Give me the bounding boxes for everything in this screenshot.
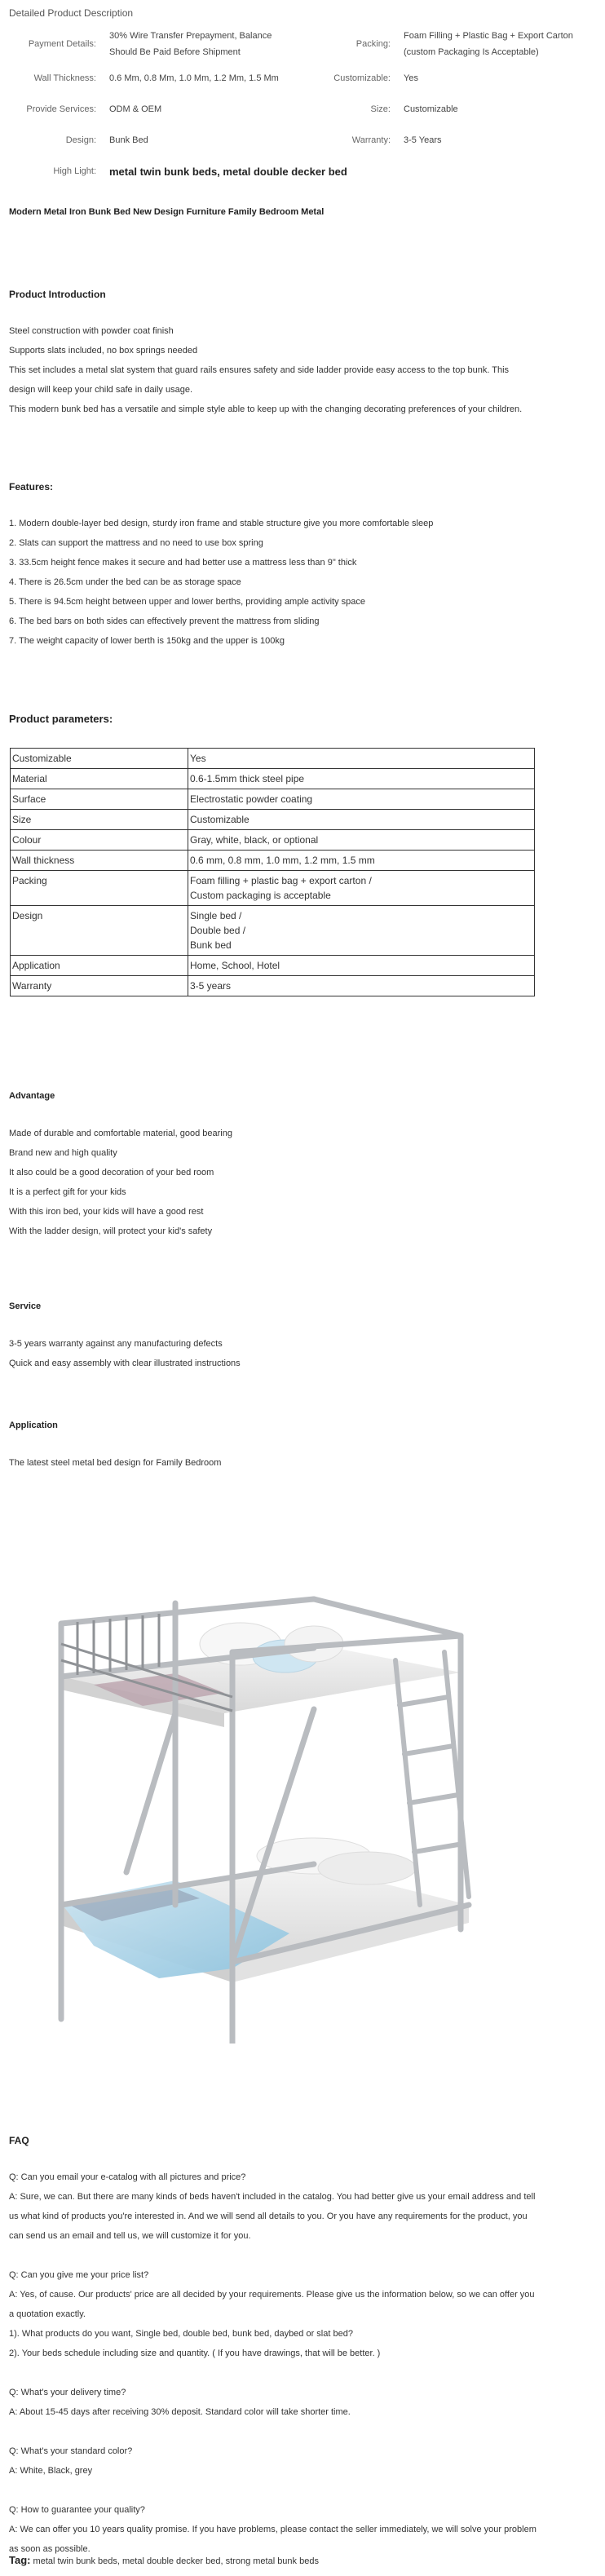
application-line: The latest steel metal bed design for Family Bedroom — [9, 1458, 222, 1468]
faq-item — [9, 2265, 598, 2363]
spec-value: 3-5 Years — [404, 135, 442, 145]
faq-line: Q: What's your delivery time? — [9, 2388, 126, 2397]
spec-row — [0, 94, 605, 125]
params-value — [188, 810, 535, 830]
params-value — [188, 956, 535, 976]
bunk-bed-photo — [45, 1522, 485, 2044]
params-row — [11, 769, 535, 789]
params-value — [188, 769, 535, 789]
params-row — [11, 789, 535, 810]
tag-link[interactable]: metal twin bunk beds — [33, 2556, 117, 2566]
intro-line: design will keep your child safe in daily usage. — [9, 385, 193, 395]
spec-value: Customizable — [404, 104, 458, 114]
faq-line: Q: How to guarantee your quality? — [9, 2505, 145, 2515]
advantage-line: It is a perfect gift for your kids — [9, 1187, 126, 1197]
spec-value: 0.6 Mm, 0.8 Mm, 1.0 Mm, 1.2 Mm, 1.5 Mm — [109, 73, 279, 83]
params-row — [11, 976, 535, 996]
faq-line: A: Sure, we can. But there are many kinds of beds haven't included in the catalog. You had better give us your email address and tell — [9, 2192, 536, 2202]
params-table — [10, 748, 535, 996]
faq-line: A: Yes, of cause. Our products' price are all decided by your requirements. Please give us the information below, so we can offer you — [9, 2290, 535, 2300]
spec-row — [0, 63, 605, 94]
params-value-line: Foam filling + plastic bag + export carton / — [190, 875, 372, 886]
advantage-line: Brand new and high quality — [9, 1148, 117, 1158]
faq-line: A: White, Black, grey — [9, 2466, 93, 2476]
params-value-line: 0.6-1.5mm thick steel pipe — [190, 773, 305, 784]
params-row — [11, 906, 535, 956]
intro-line: Steel construction with powder coat finish — [9, 326, 174, 336]
params-value-line: 3-5 years — [190, 980, 232, 992]
feature-line: 2. Slats can support the mattress and no need to use box spring — [9, 538, 263, 548]
params-value — [188, 830, 535, 851]
params-key: Surface — [11, 789, 188, 810]
faq-item — [9, 2383, 598, 2422]
params-row — [11, 810, 535, 830]
spec-grid — [0, 25, 605, 187]
spec-label: Packing: — [355, 39, 391, 49]
application-list — [9, 1453, 596, 1473]
params-row — [11, 851, 535, 871]
params-key: Packing — [11, 871, 188, 906]
faq-item — [9, 2500, 598, 2559]
intro-line: This modern bunk bed has a versatile and simple style able to keep up with the changing decorating preferences of your children. — [9, 404, 523, 414]
faq-line: as soon as possible. — [9, 2544, 91, 2554]
feature-line: 6. The bed bars on both sides can effectively prevent the mattress from sliding — [9, 616, 320, 626]
spec-label: Provide Services: — [26, 104, 96, 114]
params-value-line: Bunk bed — [190, 939, 232, 951]
intro-text — [9, 321, 596, 419]
faq-line: 1). What products do you want, Single bed, double bed, bunk bed, daybed or slat bed? — [9, 2329, 353, 2339]
feature-line: 5. There is 94.5cm height between upper and lower berths, providing ample activity space — [9, 597, 365, 607]
service-list — [9, 1334, 596, 1373]
params-value — [188, 789, 535, 810]
params-value — [188, 976, 535, 996]
faq-list — [9, 2167, 598, 2559]
params-value-line: Single bed / — [190, 910, 242, 921]
service-line: 3-5 years warranty against any manufacturing defects — [9, 1339, 223, 1349]
spec-label: Warranty: — [351, 135, 391, 145]
intro-line: This set includes a metal slat system that guard rails ensures safety and side ladder provide easy access to the top bunk. This — [9, 365, 510, 375]
section-title-params: Product parameters: — [9, 713, 113, 725]
faq-line: 2). Your beds schedule including size and quantity. ( If you have drawings, that will be better. ) — [9, 2348, 381, 2358]
section-title-features: Features: — [9, 481, 54, 493]
spec-label: Wall Thickness: — [33, 73, 96, 83]
params-value — [188, 871, 535, 906]
params-key: Warranty — [11, 976, 188, 996]
product-headline: Modern Metal Iron Bunk Bed New Design Furniture Family Bedroom Metal — [9, 207, 325, 217]
params-value — [188, 906, 535, 956]
section-title-intro: Product Introduction — [9, 289, 106, 300]
faq-line: us what kind of products you're interested in. And we will send all details to you. Or you have any requirements for the product, you — [9, 2211, 528, 2221]
advantage-line: With the ladder design, will protect your kid's safety — [9, 1226, 213, 1236]
params-value-line: Customizable — [190, 814, 250, 825]
section-title-service: Service — [9, 1301, 42, 1311]
params-row — [11, 830, 535, 851]
params-value-line: 0.6 mm, 0.8 mm, 1.0 mm, 1.2 mm, 1.5 mm — [190, 855, 375, 866]
params-value-line: Electrostatic powder coating — [190, 793, 313, 805]
tag-link[interactable]: metal double decker bed — [122, 2556, 221, 2566]
spec-row-highlight — [0, 156, 605, 187]
feature-line: 3. 33.5cm height fence makes it secure and had better use a mattress less than 9" thick — [9, 558, 357, 568]
highlight-label: High Light: — [53, 166, 96, 176]
params-key: Wall thickness — [11, 851, 188, 871]
params-key: Material — [11, 769, 188, 789]
params-key: Customizable — [11, 749, 188, 769]
params-value-line: Double bed / — [190, 925, 246, 936]
highlight-value: metal twin bunk beds, metal double decker bed — [109, 165, 347, 178]
faq-line: A: About 15-45 days after receiving 30% deposit. Standard color will take shorter time. — [9, 2407, 351, 2417]
feature-line: 7. The weight capacity of lower berth is 150kg and the upper is 100kg — [9, 636, 285, 646]
features-list — [9, 514, 596, 651]
params-row — [11, 749, 535, 769]
tag-link[interactable]: strong metal bunk beds — [225, 2556, 319, 2566]
faq-item — [9, 2441, 598, 2481]
feature-line: 4. There is 26.5cm under the bed can be as storage space — [9, 577, 241, 587]
params-value — [188, 749, 535, 769]
spec-row — [0, 125, 605, 156]
params-value-line: Gray, white, black, or optional — [190, 834, 319, 846]
params-value-line: Custom packaging is acceptable — [190, 890, 331, 901]
faq-item — [9, 2167, 598, 2246]
intro-line: Supports slats included, no box springs needed — [9, 346, 198, 356]
faq-line: Q: What's your standard color? — [9, 2446, 133, 2456]
spec-value: 30% Wire Transfer Prepayment, Balance Should Be Paid Before Shipment — [109, 31, 272, 57]
spec-label: Size: — [370, 104, 391, 114]
service-line: Quick and easy assembly with clear illustrated instructions — [9, 1359, 241, 1368]
section-title-advantage: Advantage — [9, 1091, 55, 1101]
spec-value: Bunk Bed — [109, 135, 148, 145]
params-value-line: Yes — [190, 753, 206, 764]
faq-line: A: We can offer you 10 years quality promise. If you have problems, please contact the seller immediately, we will solve your problem — [9, 2525, 537, 2534]
faq-line: can send us an email and tell us, we will customize it for you. — [9, 2231, 251, 2241]
params-key: Application — [11, 956, 188, 976]
faq-line: Q: Can you give me your price list? — [9, 2270, 149, 2280]
detail-title: Detailed Product Description — [9, 7, 134, 19]
bunk-bed-illustration — [45, 1522, 485, 2044]
spec-value: Foam Filling + Plastic Bag + Export Carton (custom Packaging Is Acceptable) — [404, 31, 573, 57]
lower-pillow — [318, 1852, 416, 1885]
faq-line: Q: Can you email your e-catalog with all pictures and price? — [9, 2172, 246, 2182]
params-key: Design — [11, 906, 188, 956]
advantage-line: Made of durable and comfortable material, good bearing — [9, 1129, 232, 1138]
params-row — [11, 956, 535, 976]
params-value-line: Home, School, Hotel — [190, 960, 280, 971]
spec-label: Design: — [65, 135, 96, 145]
spec-value: ODM & OEM — [109, 104, 162, 114]
spec-label: Payment Details: — [28, 39, 96, 49]
params-key: Size — [11, 810, 188, 830]
tag-label: Tag: — [9, 2554, 31, 2566]
section-title-application: Application — [9, 1421, 58, 1430]
params-row — [11, 871, 535, 906]
advantage-line: With this iron bed, your kids will have a good rest — [9, 1207, 204, 1217]
spec-label: Customizable: — [333, 73, 391, 83]
feature-line: 1. Modern double-layer bed design, sturdy iron frame and stable structure give you more comfortable sleep — [9, 519, 434, 528]
spec-row — [0, 25, 605, 63]
params-key: Colour — [11, 830, 188, 851]
tag-row: Tag: metal twin bunk beds, metal double decker bed, strong metal bunk beds — [9, 2554, 319, 2566]
spec-value: Yes — [404, 73, 418, 83]
advantage-list — [9, 1124, 596, 1241]
section-title-faq: FAQ — [9, 2135, 29, 2146]
advantage-line: It also could be a good decoration of your bed room — [9, 1168, 214, 1178]
faq-line: a quotation exactly. — [9, 2309, 86, 2319]
params-value — [188, 851, 535, 871]
